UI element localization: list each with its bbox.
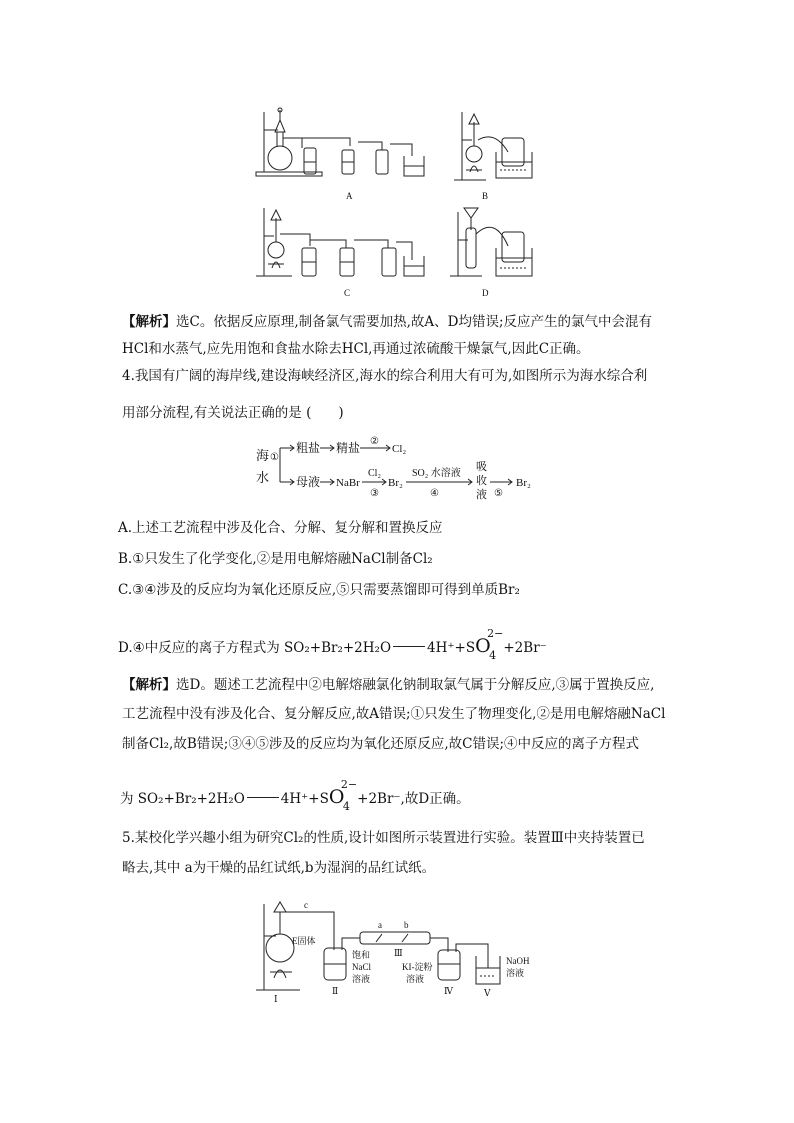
- analysis-2-line-3: 制备Cl₂,故B错误;③④⑤涉及的反应均为氧化还原反应,故C错误;④中反应的离子方程式: [122, 736, 639, 752]
- flow-step-4: ④: [430, 488, 439, 499]
- flow-absorb-1: 吸: [476, 461, 487, 473]
- flow-cl2-reagent: Cl₂: [368, 468, 381, 479]
- analysis-2-line-2: 工艺流程中没有涉及化合、复分解反应,故A错误;①只发生了物理变化,②是用电解熔融NaCl: [122, 706, 666, 722]
- flow-crude-salt: 粗盐: [296, 441, 321, 455]
- apparatus-b: [454, 112, 532, 180]
- sulfate-base: O: [475, 635, 491, 657]
- label-e-solid: E固体: [292, 936, 316, 946]
- apparatus-d: [450, 208, 532, 276]
- flow-step-5: ⑤: [494, 488, 503, 499]
- apparatus-c: [256, 208, 424, 276]
- sulfate-subscript: 4: [342, 800, 350, 813]
- label-b: B: [482, 191, 489, 201]
- label-naoh: NaOH: [506, 956, 530, 966]
- flow-step-2: ②: [370, 436, 379, 447]
- flow-absorb-3: 液: [476, 489, 487, 501]
- flow-sea-1: 海: [256, 448, 270, 463]
- label-v: Ⅴ: [484, 988, 491, 998]
- label-solution-3: 溶液: [506, 968, 525, 978]
- equation-equals-line: [393, 646, 425, 647]
- option-a: A.上述工艺流程中涉及化合、分解、复分解和置换反应: [118, 520, 443, 536]
- analysis-text: 选D。题述工艺流程中②电解熔融氯化钠制取氯气属于分解反应,③属于置换反应,: [176, 677, 655, 693]
- sulfate-charge: 2−: [340, 778, 358, 791]
- label-b-paper: b: [404, 920, 409, 930]
- flow-so2-solution: SO₂ 水溶液: [412, 468, 461, 479]
- label-solution-2: 溶液: [406, 974, 425, 984]
- eq-mid: 4H⁺+S: [280, 791, 329, 807]
- label-solution-1: 溶液: [352, 974, 371, 984]
- flow-mother-liquor: 母液: [296, 475, 321, 489]
- flow-fine-salt: 精盐: [336, 441, 361, 455]
- label-c-tube: c: [304, 900, 308, 910]
- label-a: A: [346, 191, 353, 201]
- label-i: Ⅰ: [274, 994, 278, 1004]
- flow-br2-mid: Br₂: [388, 477, 403, 489]
- label-nacl: NaCl: [352, 962, 371, 972]
- question-4-line-1: 4.我国有广阔的海岸线,建设海峡经济区,海水的综合利用大有可为,如图所示为海水综合利: [122, 368, 648, 384]
- question-5-line-1: 5.某校化学兴趣小组为研究Cl₂的性质,设计如图所示装置进行实验。装置Ⅲ中夹持装置已: [122, 830, 645, 846]
- apparatus-a: [256, 108, 424, 176]
- flow-nabr: NaBr: [336, 477, 360, 489]
- analysis-tag: 【解析】: [122, 314, 176, 330]
- analysis-1-line-1: [122, 312, 652, 332]
- seawater-flow-diagram: [250, 436, 550, 502]
- option-b: B.①只发生了化学变化,②是用电解熔融NaCl制备Cl₂: [118, 551, 433, 567]
- equation-equals-line: [247, 797, 279, 798]
- question-5-line-2: 略去,其中 a为干燥的品红试纸,b为湿润的品红试纸。: [122, 860, 436, 876]
- flow-cl2-product: Cl₂: [392, 443, 407, 455]
- analysis-text: 选C。依据反应原理,制备氯气需要加热,故A、D均错误;反应产生的氯气中会混有: [176, 314, 653, 330]
- flow-sea-2: 水: [256, 470, 270, 485]
- label-a-paper: a: [378, 920, 382, 930]
- flow-absorb-2: 收: [476, 475, 487, 487]
- label-c: C: [344, 288, 351, 298]
- apparatus-figure-abcd: [250, 100, 550, 300]
- analysis-1-line-2: HCl和水蒸气,应先用饱和食盐水除去HCl,再通过浓硫酸干燥氯气,因此C正确。: [122, 341, 590, 357]
- label-saturated: 饱和: [352, 950, 371, 960]
- sulfate-base: O: [328, 786, 345, 808]
- label-d: D: [482, 288, 489, 298]
- option-d-suffix: +2Br⁻: [499, 640, 547, 656]
- eq-prefix: 为 SO₂+Br₂+2H₂O: [120, 791, 245, 807]
- analysis-tag: 【解析】: [122, 677, 176, 693]
- option-c: C.③④涉及的反应均为氧化还原反应,⑤只需要蒸馏即可得到单质Br₂: [118, 582, 520, 598]
- label-ki-starch: KI-淀粉: [402, 962, 433, 972]
- flow-br2-final: Br₂: [516, 477, 531, 489]
- eq-suffix: +2Br⁻,故D正确。: [352, 791, 470, 807]
- sulfate-subscript: 4: [489, 649, 497, 662]
- option-d-mid: 4H⁺+S: [427, 640, 476, 656]
- analysis-2-equation: [120, 778, 470, 813]
- label-iv: Ⅳ: [444, 986, 453, 996]
- option-d-prefix: D.④中反应的离子方程式为 SO₂+Br₂+2H₂O: [118, 640, 392, 656]
- question-4-line-2: 用部分流程,有关说法正确的是 ( ): [122, 405, 344, 421]
- flow-step-1: ①: [270, 452, 279, 463]
- label-ii: Ⅱ: [332, 986, 339, 996]
- label-iii: Ⅲ: [394, 948, 403, 958]
- sulfate-ion: [475, 627, 504, 662]
- sulfate-charge: 2−: [487, 627, 504, 640]
- sulfate-ion: [328, 778, 358, 813]
- analysis-2-line-1: [122, 675, 654, 695]
- option-d: [118, 627, 547, 662]
- cl2-experiment-figure: [252, 898, 542, 1008]
- flow-step-3: ③: [370, 488, 379, 499]
